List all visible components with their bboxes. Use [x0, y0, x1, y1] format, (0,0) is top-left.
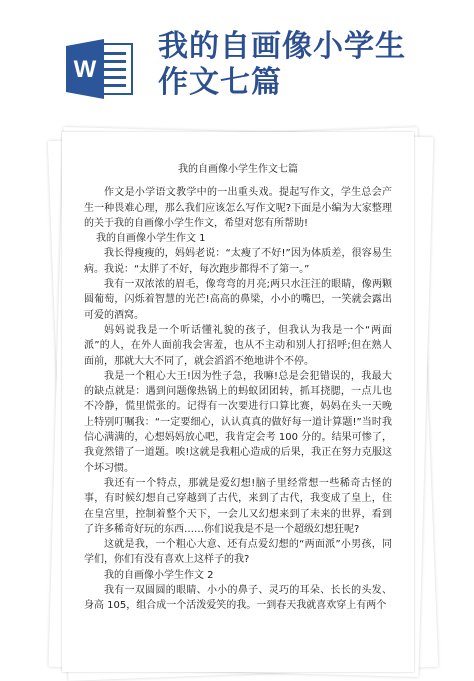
section-heading: 我的自画像小学生作文 2 [104, 569, 214, 581]
paragraph: 妈妈说我是一个听话懂礼貌的孩子，但我认为我是一个“两面派”的人，在外人面前我会害羞，也从不主动和别人打招呼;但在熟人面前，那就大大不同了，就会滔滔不绝地讲个不停。 [84, 324, 392, 367]
section-heading: 我的自画像小学生作文 1 [96, 233, 206, 245]
paragraph: 我是一个粗心大王!因为性子急，我嘛!总是会犯错误的，我最大的缺点就是：遇到问题像热锅上的蚂蚁团团转，抓耳挠腮，一点儿也不冷静，慌里慌张的。记得有一次要进行口算比赛，妈妈在头一天晚上特别叮嘱我：“一定要细心，认认真真的做好每一道计算题!”当时我信心满满的，心想妈妈放心吧，我肯定会考 100 分的。结果可惨了，我竟然错了一道题。唉!这就是我粗心造成的后果，我正在努力克服这个坏习惯。 [84, 370, 392, 474]
essay-content [84, 162, 392, 614]
paragraph: 我有一双浓浓的眉毛，像弯弯的月亮;两只水汪汪的眼睛，像两颗圆葡萄，闪烁着智慧的光芒!高高的鼻梁，小小的嘴巴，一笑就会露出可爱的酒窝。 [84, 279, 392, 321]
paragraph: 我长得瘦瘦的，妈妈老说：“太瘦了不好!”因为体质差，很容易生病。我说：“太胖了不好，每次跑步都得不了第一。” [84, 248, 392, 275]
paragraph: 我有一双圆圆的眼睛、小小的鼻子、灵巧的耳朵、长长的头发、身高 105，组合成一个活泼爱笑的我。一到春天我就喜欢穿上有两个 [84, 585, 392, 612]
paragraph: 作文是小学语文教学中的一出重头戏。提起写作文，学生总会产生一种畏难心理，那么我们应该怎么写作文呢?下面是小编为大家整理的关于我的自画像小学生作文，希望对您有所帮助! [84, 187, 392, 229]
logo-letter: W [73, 56, 97, 83]
essay-heading: 我的自画像小学生作文七篇 [178, 164, 298, 175]
paragraph: 这就是我，一个粗心大意、还有点爱幻想的“两面派”小男孩，同学们，你们有没有喜欢上这样子的我? [84, 539, 392, 566]
document-title-line-2: 作文七篇 [158, 65, 282, 100]
paragraph: 我还有一个特点，那就是爱幻想!脑子里经常想一些稀奇古怪的事，有时候幻想自己穿越到了古代，来到了古代，我变成了皇上，住在皇宫里，控制着整个天下，一会儿又幻想来到了未来的世界，看到了许多稀奇好玩的东西……你们说我是不是一个超级幻想狂呢? [84, 477, 392, 535]
document-title-line-1: 我的自画像小学生 [158, 29, 406, 64]
word-document-icon [64, 36, 134, 102]
document-banner [0, 0, 474, 130]
